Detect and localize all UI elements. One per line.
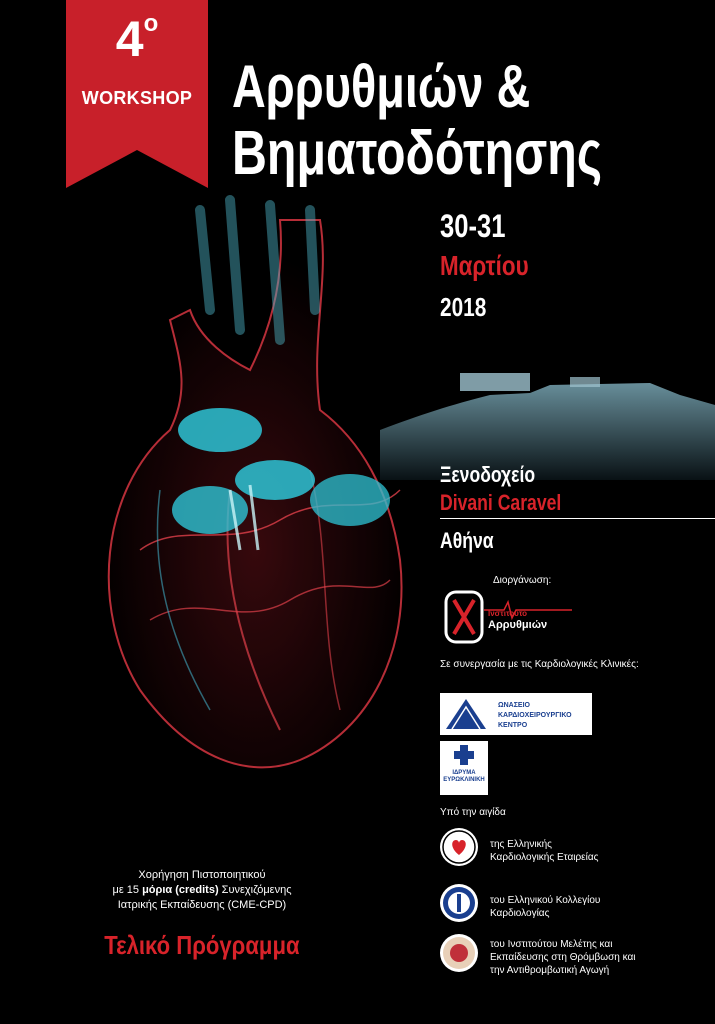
date-year: 2018 <box>440 292 487 322</box>
title-line-2: Βηματοδότησης <box>232 119 602 188</box>
euroclinic-logo <box>440 741 488 795</box>
date-month: Μαρτίου <box>440 250 529 281</box>
aegis-item-1: της Ελληνικής Καρδιολογικής Εταιρείας <box>490 839 599 863</box>
euroclinic-name: ΙΔΡΥΜΑ ΕΥΡΩΚΛΙΝΙΚΗ <box>443 770 485 783</box>
heart-illustration <box>80 190 440 790</box>
credits-line-3: Ιατρικής Εκπαίδευσης (CME-CPD) <box>117 899 287 911</box>
acropolis-image <box>380 355 715 480</box>
cme-credits-text <box>62 868 342 913</box>
hellenic-cardiology-society-seal <box>440 828 478 866</box>
credits-line-1: Χορήγηση Πιστοποιητικού <box>138 869 266 881</box>
aegis-item-3: του Ινστιτούτου Μελέτης και Εκπαίδευσης στη Θρόμβωση και την Αντιθρομβωτική Αγωγή <box>490 939 636 976</box>
venue-city: Αθήνα <box>440 528 494 553</box>
venue-hotel-name: Divani Caravel <box>440 490 562 515</box>
arrhythmia-logo-line1: Ινστιτούτο <box>488 609 528 618</box>
hellenic-college-cardiology-seal <box>440 884 478 922</box>
final-program-heading: Τελικό Πρόγραμμα <box>104 930 300 960</box>
thrombosis-institute-seal <box>440 934 478 972</box>
workshop-label: WORKSHOP <box>81 88 193 108</box>
arrhythmia-logo-line2: Αρρυθμιών <box>488 619 548 631</box>
aegis-label: Υπό την αιγίδα <box>440 807 506 818</box>
venue-divider <box>440 518 715 519</box>
organizer-label: Διοργάνωση: <box>493 575 552 586</box>
onasseio-name: ΩΝΑΣΕΙΟ ΚΑΡΔΙΟΧΕΙΡΟΥΡΓΙΚΟ ΚΕΝΤΡΟ <box>498 702 572 729</box>
aegis-item-2: του Ελληνικού Κολλεγίου Καρδιολογίας <box>490 895 601 919</box>
date-days: 30-31 <box>440 208 506 244</box>
medical-cross-icon <box>440 741 488 769</box>
cooperation-label: Σε συνεργασία με τις Καρδιολογικές Κλινικές: <box>440 659 639 670</box>
onasseio-emblem-icon <box>440 693 492 735</box>
workshop-number: $4^o$ <box>115 10 159 67</box>
credits-line-2: με 15 μόρια (credits) Συνεχιζόμενης <box>112 884 292 896</box>
title-line-1: Αρρυθμιών & <box>232 53 531 120</box>
venue-hotel-label: Ξενοδοχείο <box>440 462 536 487</box>
